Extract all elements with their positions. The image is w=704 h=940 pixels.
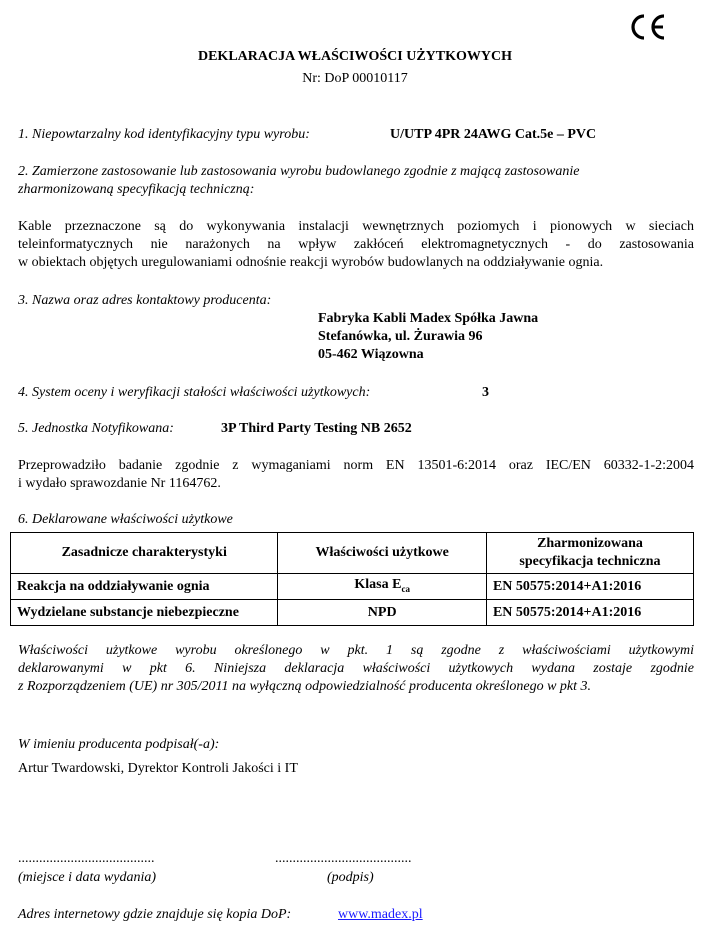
table-header-row: [11, 533, 694, 574]
table-cell: EN 50575:2014+A1:2016: [486, 600, 693, 626]
table-cell: Reakcja na oddziaływanie ognia: [11, 574, 278, 600]
section-5-label: 5. Jednostka Notyfikowana:: [18, 421, 174, 436]
intended-use-line: w obiektach objętych uregulowaniami odnośnie reakcji wyrobów budowlanych na oddziaływanie ognia.: [18, 255, 604, 270]
table-cell: [278, 574, 487, 600]
conformity-statement: [18, 642, 694, 696]
table-header-line: specyfikacja techniczna: [519, 554, 661, 569]
section-4-label: 4. System oceny i weryfikacji stałości właściwości użytkowych:: [18, 385, 371, 400]
document-title: DEKLARACJA WŁAŚCIWOŚCI UŻYTKOWYCH: [197, 49, 512, 64]
intended-use-text: [18, 218, 694, 272]
notified-body: 3P Third Party Testing NB 2652: [221, 421, 412, 436]
manufacturer-name: Fabryka Kabli Madex Spółka Jawna: [318, 311, 539, 326]
ce-mark-icon: [628, 12, 668, 42]
table-header-line: Zharmonizowana: [537, 536, 643, 551]
table-row: [11, 600, 694, 626]
signatory-name: Artur Twardowski, Dyrektor Kontroli Jakości i IT: [18, 761, 298, 776]
performance-class: Klasa E: [354, 576, 402, 592]
declared-performance-table: [10, 532, 694, 626]
testing-line: i wydało sprawozdanie Nr 1164762.: [18, 476, 221, 491]
statement-line: Właściwości użytkowe wyrobu określonego w pkt. 1 są zgodne z właściwościami użytkowymi: [18, 643, 694, 658]
statement-line: deklarowanymi w pkt 6. Niniejsza deklaracja właściwości użytkowych wydana zostaje zgodnie: [18, 661, 694, 676]
place-date-caption: (miejsce i data wydania): [18, 870, 157, 885]
statement-line: z Rozporządzeniem (UE) nr 305/2011 na wyłączną odpowiedzialność producenta określonego w pkt 3.: [18, 679, 592, 694]
manufacturer-street: Stefanówka, ul. Żurawia 96: [318, 329, 483, 344]
table-cell: EN 50575:2014+A1:2016: [486, 574, 693, 600]
section-3-label: 3. Nazwa oraz adres kontaktowy producenta:: [18, 293, 272, 308]
table-row: [11, 574, 694, 600]
table-header: Zasadnicze charakterystyki: [11, 533, 278, 574]
place-date-dotted-line: .......................................: [18, 851, 155, 866]
intended-use-line: Kable przeznaczone są do wykonywania instalacji wewnętrznych poziomych i pionowych w sieciach: [18, 219, 694, 234]
performance-class-subscript: ca: [401, 583, 410, 594]
product-code: U/UTP 4PR 24AWG Cat.5e – PVC: [390, 127, 597, 142]
signature-caption: (podpis): [327, 870, 374, 885]
table-header: Właściwości użytkowe: [278, 533, 487, 574]
section-2-label-line: zharmonizowaną specyfikacją techniczną:: [18, 182, 255, 197]
signature-dotted-line: .......................................: [275, 851, 412, 866]
manufacturer-city: 05-462 Wiązowna: [318, 347, 424, 362]
table-header: [486, 533, 693, 574]
manufacturer-address: [318, 310, 538, 364]
table-cell: Wydzielane substancje niebezpieczne: [11, 600, 278, 626]
section-6-label: 6. Deklarowane właściwości użytkowe: [18, 512, 233, 527]
avcp-system: 3: [482, 385, 489, 400]
section-2-label-line: 2. Zamierzone zastosowanie lub zastosowania wyrobu budowlanego zgodnie z mającą zastosowanie: [18, 164, 580, 179]
table-cell: NPD: [278, 600, 487, 626]
signed-on-behalf-label: W imieniu producenta podpisał(-a):: [18, 737, 220, 752]
testing-line: Przeprowadziło badanie zgodnie z wymaganiami norm EN 13501-6:2014 oraz IEC/EN 60332-1-2:2004: [18, 458, 694, 473]
intended-use-line: teleinformatycznych nie narażonych na wpływ zakłóceń elektromagnetycznych - do zastosowania: [18, 237, 694, 252]
section-1-label: 1. Niepowtarzalny kod identyfikacyjny typu wyrobu:: [18, 127, 310, 142]
copy-address-label: Adres internetowy gdzie znajduje się kopia DoP:: [18, 907, 292, 922]
website-link[interactable]: www.madex.pl: [338, 907, 423, 922]
section-2-label: [18, 163, 694, 199]
document-number: Nr: DoP 00010117: [302, 71, 408, 86]
testing-text: [18, 457, 694, 493]
